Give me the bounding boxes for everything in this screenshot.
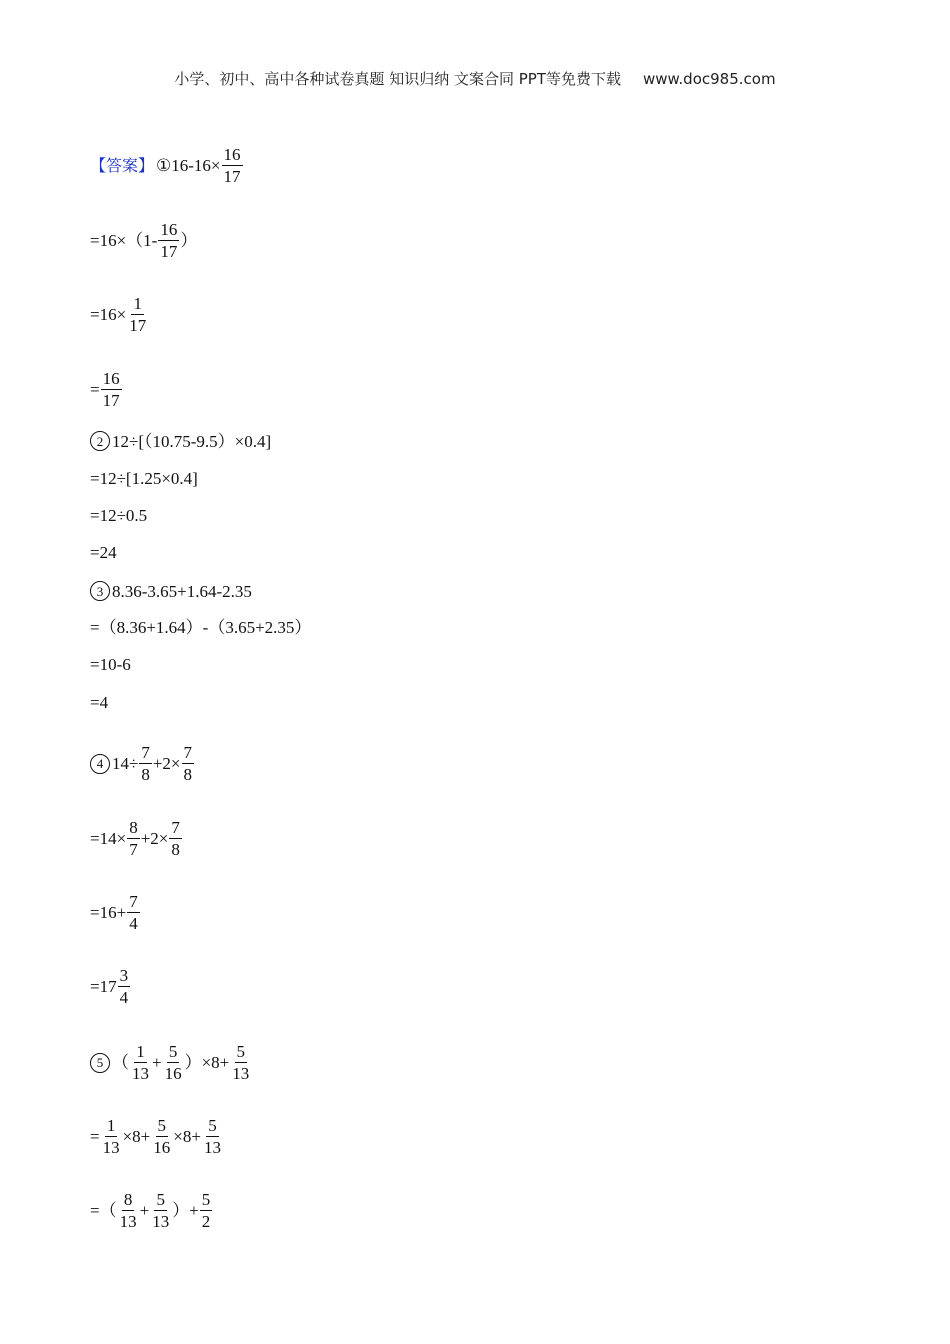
q5-line-3 <box>90 1191 213 1230</box>
q5-l2-tail: ×8+ <box>173 1127 201 1146</box>
q5-l2-mid: ×8+ <box>122 1127 151 1146</box>
q4-l3-text: =16+ <box>90 903 127 922</box>
fraction: $\frac{8}{13}$ <box>119 1190 137 1231</box>
q4-line-1 <box>90 744 195 783</box>
q1-l2-tail: ） <box>180 231 198 250</box>
q4-line-3 <box>90 893 141 932</box>
q4-l4-text: =17 <box>90 977 117 996</box>
q3-line-2: =（8.36+1.64）-（3.65+2.35） <box>90 618 312 637</box>
fraction: $\frac{7}{4}$ <box>129 892 138 933</box>
q1-line-1 <box>90 146 244 185</box>
fraction: $\frac{5}{2}$ <box>201 1190 211 1231</box>
circled-number-2: 2 <box>90 431 110 451</box>
q3-line-1 <box>90 581 252 601</box>
q2-l1-text: 12÷[（10.75-9.5）×0.4] <box>112 431 272 451</box>
q4-l1-mid: +2× <box>152 754 181 773</box>
fraction: $\frac{5}{16}$ <box>164 1042 182 1083</box>
header-text: 小学、初中、高中各种试卷真题 知识归纳 文案合同 PPT等免费下载 <box>174 70 621 88</box>
fraction: $\frac{5}{13}$ <box>232 1042 250 1083</box>
q2-line-2: =12÷[1.25×0.4] <box>90 469 198 488</box>
page-header <box>0 68 950 89</box>
q3-line-4: =4 <box>90 693 109 712</box>
fraction: $\frac{5}{13}$ <box>203 1116 221 1157</box>
circled-number-3: 3 <box>90 581 110 601</box>
q4-l2-mid: +2× <box>140 829 169 848</box>
fraction: $\frac{5}{16}$ <box>153 1116 171 1157</box>
fraction: $\frac{1}{13}$ <box>102 1116 120 1157</box>
q5-l1-tail: ）×8+ <box>184 1053 230 1072</box>
fraction: $\frac{16}{17}$ <box>223 145 241 186</box>
q5-line-2 <box>90 1117 224 1156</box>
fraction: $\frac{3}{4}$ <box>119 966 129 1007</box>
q1-line-3 <box>90 295 149 334</box>
q5-l3-text: =（ <box>90 1201 117 1220</box>
q1-l2-text: =16×（1- <box>90 231 158 250</box>
q2-line-4: =24 <box>90 543 117 562</box>
q5-l2-text: = <box>90 1127 100 1146</box>
q1-l4-text: = <box>90 380 100 399</box>
fraction: $\frac{5}{13}$ <box>152 1190 170 1231</box>
header-site: www.doc985.com <box>642 70 776 88</box>
fraction: $\frac{1}{13}$ <box>132 1042 149 1083</box>
q3-l1-text: 8.36-3.65+1.64-2.35 <box>112 581 252 601</box>
q2-line-1 <box>90 431 271 451</box>
q5-line-1 <box>90 1043 252 1082</box>
fraction: $\frac{7}{8}$ <box>141 743 150 784</box>
q1-line-4 <box>90 370 123 409</box>
q2-line-3: =12÷0.5 <box>90 506 148 525</box>
q1-mark: ① <box>156 156 172 175</box>
fraction: $\frac{16}{17}$ <box>102 369 120 410</box>
q5-l1-mid: + <box>152 1053 162 1072</box>
q4-line-2 <box>90 819 183 858</box>
answer-label: 【答案】 <box>90 155 155 175</box>
q5-l3-mid: + <box>139 1201 150 1220</box>
fraction: $\frac{16}{17}$ <box>160 220 178 261</box>
circled-number-4: 4 <box>90 754 110 774</box>
fraction: $\frac{7}{8}$ <box>171 818 180 859</box>
q3-line-3: =10-6 <box>90 655 131 674</box>
q1-l1-text: 16-16× <box>171 156 221 175</box>
q4-l1-text: 14÷ <box>112 754 139 773</box>
q5-l3-tail: ）+ <box>172 1201 199 1220</box>
fraction: $\frac{7}{8}$ <box>183 743 193 784</box>
fraction: $\frac{8}{7}$ <box>129 818 138 859</box>
q1-line-2 <box>90 221 197 260</box>
q5-l1-text: （ <box>112 1053 129 1072</box>
q4-line-4 <box>90 967 131 1006</box>
q1-l3-text: =16× <box>90 305 127 324</box>
circled-number-5: 5 <box>90 1053 110 1073</box>
fraction: $\frac{1}{17}$ <box>129 294 147 335</box>
q4-l2-text: =14× <box>90 829 127 848</box>
